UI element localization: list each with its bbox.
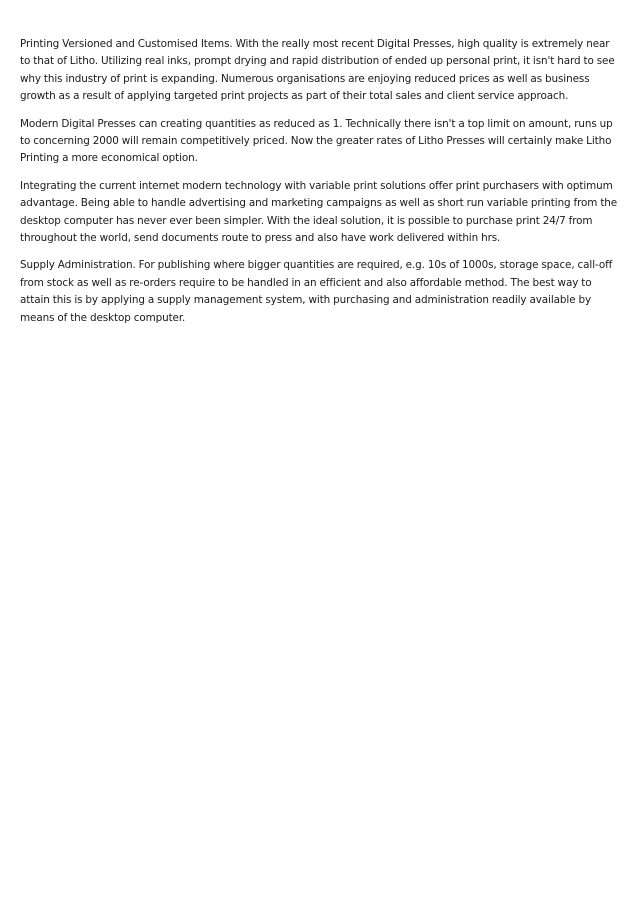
document-body: [20, 36, 618, 337]
paragraph-versioned-items: Printing Versioned and Customised Items. With the really most recent Digital Presses, high quality is extremely near to that of Litho. Utilizing real inks, prompt drying and rapid distribution of ended up personal print, it isn't hard to see why this industry of print is expanding. Numerous organisations are enjoying reduced prices as well as business growth as a result of applying targeted print projects as part of their total sales and client service approach.: [20, 38, 615, 103]
paragraph-digital-presses: Modern Digital Presses can creating quantities as reduced as 1. Technically there isn't a top limit on amount, runs up to concerning 2000 will remain competitively priced. Now the greater rates of Litho Presses will certainly make Litho Printing a more economical option.: [20, 117, 613, 165]
paragraph-web-integration: Integrating the current internet modern technology with variable print solutions offer print purchasers with optimum advantage. Being able to handle advertising and marketing campaigns as well as short run variable printing from the desktop computer has never ever been simpler. With the ideal solution, it is possible to purchase print 24/7 from throughout the world, send documents route to press and also have work delivered within hrs.: [20, 179, 618, 245]
paragraph-supply-administration: Supply Administration. For publishing where bigger quantities are required, e.g. 10s of 1000s, storage space, call-off from stock as well as re-orders require to be handled in an efficient and also affordable method. The best way to attain this is by applying a supply management system, with purchasing and administration readily available by means of the desktop computer.: [20, 259, 613, 324]
